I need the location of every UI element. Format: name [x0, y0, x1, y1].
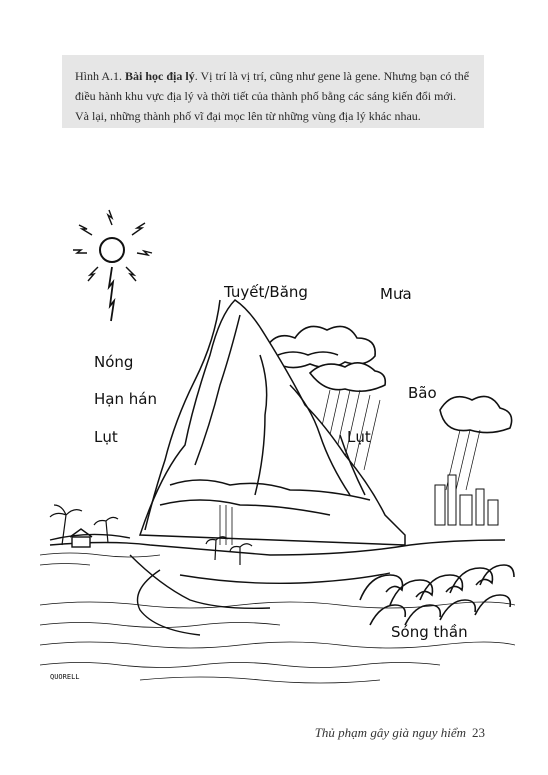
label-storm: Bão: [408, 384, 437, 402]
page-number: 23: [472, 725, 485, 740]
label-snow-ice: Tuyết/Băng: [224, 283, 308, 301]
caption-body: . Vị trí là vị trí, cũng như gene là gene. Nhưng bạn có thể điều hành khu vực địa lý và thời tiết của thành phố bằng các sáng kiến đổi mới. Và lại, những thành phố vĩ đại mọc lên từ những vùng địa lý khác nhau.: [75, 69, 470, 123]
sun-icon: [73, 210, 152, 321]
page-footer: [315, 725, 485, 741]
city-skyline: [435, 475, 498, 525]
label-hot: Nóng: [94, 353, 134, 371]
label-tsunami: Sóng thần: [391, 623, 468, 641]
label-flood-left: Lụt: [94, 428, 118, 446]
mountain: [140, 300, 405, 545]
footer-book-title: Thủ phạm gây già nguy hiểm: [314, 725, 466, 740]
caption-prefix: Hình A.1.: [75, 69, 123, 83]
caption-title: Bài học địa lý: [125, 69, 195, 83]
geography-illustration: [40, 205, 515, 695]
figure-caption: [62, 55, 484, 128]
artist-signature: QUORELL: [50, 673, 80, 681]
label-rain: Mưa: [380, 285, 412, 303]
label-drought: Hạn hán: [94, 390, 157, 408]
water: [40, 553, 515, 683]
shoreline: [50, 529, 505, 635]
label-flood-right: Lụt: [347, 428, 371, 446]
